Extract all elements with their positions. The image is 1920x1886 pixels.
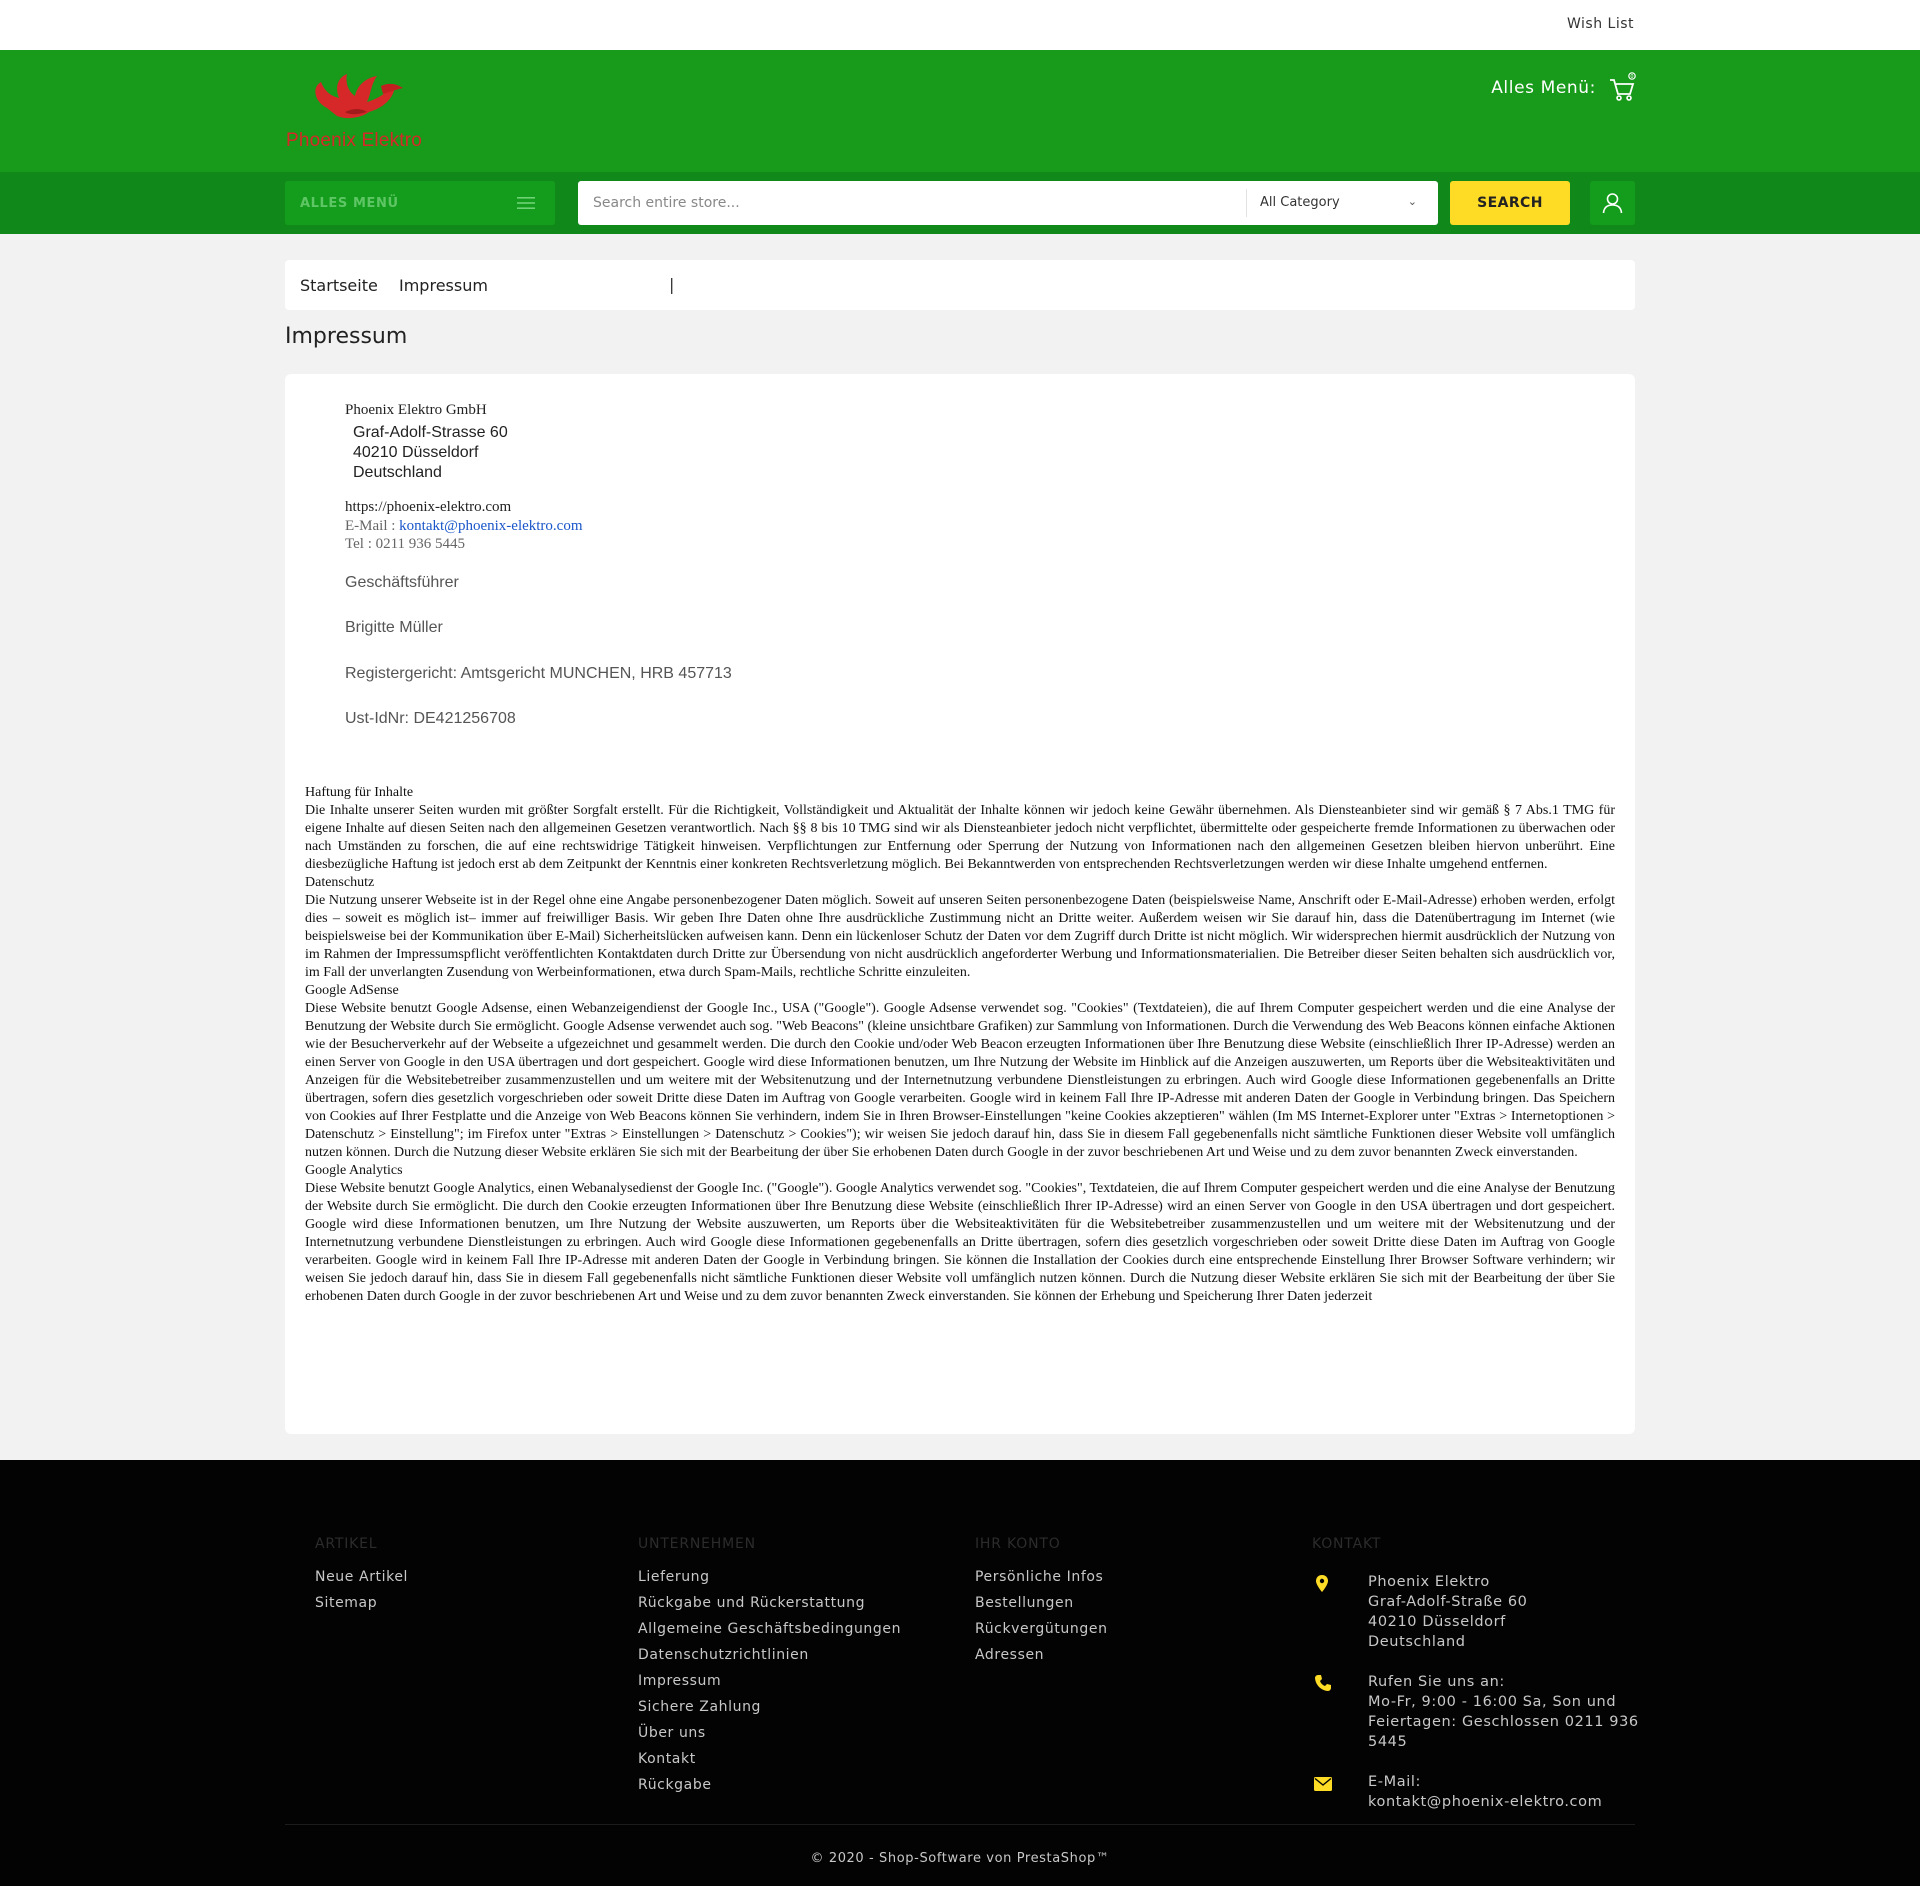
- heading-adsense: Google AdSense: [305, 983, 399, 998]
- footer-col-unternehmen: [638, 1536, 901, 1798]
- footer-phone-line: Mo-Fr, 9:00 - 16:00 Sa, Son und: [1368, 1694, 1617, 1710]
- footer-address: [1368, 1572, 1527, 1652]
- heading-privacy: Datenschutz: [305, 875, 375, 890]
- footer-address-line: Phoenix Elektro: [1368, 1574, 1490, 1590]
- wishlist-link[interactable]: Wish List: [1566, 16, 1634, 32]
- footer-email: [1368, 1772, 1602, 1812]
- manager-name: Brigitte Müller: [345, 619, 443, 636]
- email-row: [345, 518, 583, 535]
- footer-link[interactable]: Sitemap: [315, 1595, 378, 1611]
- footer-title-artikel: ARTIKEL: [315, 1536, 378, 1552]
- footer-phone-line: Feiertagen: Geschlossen 0211 936: [1368, 1714, 1639, 1730]
- chevron-down-icon: ⌄: [1407, 195, 1417, 208]
- logo-text: Phoenix Elektro: [286, 130, 423, 151]
- breadcrumb-home[interactable]: Startseite: [300, 276, 378, 295]
- paragraph-adsense: Diese Website benutzt Google Adsense, einen Webanzeigendienst der Google Inc., USA ("Google"). Google Adsense verwendet sog. "Cookies" (Textdateien), die auf Ihrem Computer gespeichert werden und die eine Analyse der Benutzung der Website durch Sie ermöglicht. Google Adsense verwendet auch sog. "Web Beacons" (kleine unsichtbare Grafiken) zur Sammlung von Informationen. Durch die Verwendung des Web Beacons können einfache Aktionen wie der Besucherverkehr auf der Webseite a ufgezeichnet und gesammelt werden. Die durch den Cookie und/oder Web Beacon erzeugten Informationen über Ihre Benutzung diese Website (einschließlich Ihrer IP-Adresse) werden an einen Server von Google in den USA übertragen und dort gespeichert. Google wird diese Informationen benutzen, um Ihre Nutzung der Website im Hinblick auf die Anzeigen auszuwerten, um Reports über die Websiteaktivitäten und Anzeigen für die Websitebetreiber zusammenzustellen und um weitere mit der Websitenutzung und der Internetnutzung verbundene Dienstleistungen zu erbringen. Auch wird Google diese Informationen gegebenenfalls an Dritte übertragen, sofern dies gesetzlich vorgeschrieben oder soweit Dritte diese Daten im Auftrag von Google verarbeiten. Google wird in keinem Fall Ihre IP-Adresse mit anderen Daten der Google in Verbindung bringen. Das Speichern von Cookies auf Ihrer Festplatte und die Anzeige von Web Beacons können Sie verhindern, indem Sie in Ihren Browser-Einstellungen "keine Cookies akzeptieren" wählen (Im MS Internet-Explorer unter "Extras > Internetoptionen > Datenschutz > Einstellung"; im Firefox unter "Extras > Einstellungen > Datenschutz > Cookies"); wir weisen Sie jedoch darauf hin, dass Sie in diesem Fall gegebenenfalls nicht sämtliche Funktionen dieser Website voll umfänglich nutzen können. Durch die Nutzung dieser Website erklären Sie sich mit der Bearbeitung der über Sie erhobenen Daten durch Google in der zuvor beschriebenen Art und Weise und zu dem zuvor benannten Zweck einverstanden.: [305, 1001, 1615, 1160]
- email-label: E-Mail :: [345, 518, 400, 534]
- location-pin-icon: [1314, 1574, 1330, 1594]
- footer-title-konto: IHR KONTO: [975, 1536, 1061, 1552]
- email-link[interactable]: kontakt@phoenix-elektro.com: [399, 518, 583, 534]
- paragraph-liability: Die Inhalte unserer Seiten wurden mit größter Sorgfalt erstellt. Für die Richtigkeit, Vollständigkeit und Aktualität der Inhalte können wir jedoch keine Gewähr übernehmen. Als Diensteanbieter sind wir gemäß § 7 Abs.1 TMG für eigene Inhalte auf diesen Seiten nach den allgemeinen Gesetzen verantwortlich. Nach §§ 8 bis 10 TMG sind wir als Diensteanbieter jedoch nicht verpflichtet, übermittelte oder gespeicherte fremde Informationen zu überwachen oder nach Umständen zu forschen, die auf eine rechtswidrige Tätigkeit hinweisen. Verpflichtungen zur Entfernung oder Sperrung der Nutzung von Informationen nach den allgemeinen Gesetzen bleiben hiervon unberührt. Eine diesbezügliche Haftung ist jedoch erst ab dem Zeitpunkt der Kenntnis einer konkreten Rechtsverletzung möglich. Bei Bekanntwerden von entsprechenden Rechtsverletzungen werden wir diese Inhalte umgehend entfernen.: [305, 803, 1615, 872]
- footer-link[interactable]: Bestellungen: [975, 1595, 1074, 1611]
- footer-phone-label: Rufen Sie uns an:: [1368, 1674, 1505, 1690]
- footer-col-kontakt: [1312, 1536, 1381, 1564]
- shopping-cart-icon: [1608, 72, 1636, 102]
- footer-link[interactable]: Neue Artikel: [315, 1569, 409, 1585]
- footer-link[interactable]: Kontakt: [638, 1751, 696, 1767]
- footer-link[interactable]: Allgemeine Geschäftsbedingungen: [638, 1621, 902, 1637]
- manager-label: Geschäftsführer: [345, 574, 459, 591]
- heading-analytics: Google Analytics: [305, 1163, 403, 1178]
- search-divider: [1246, 189, 1247, 217]
- company-name: Phoenix Elektro GmbH: [345, 402, 487, 418]
- breadcrumb-current: Impressum: [399, 276, 488, 295]
- address-city: 40210 Düsseldorf: [353, 444, 479, 461]
- footer-phone: [1368, 1672, 1639, 1752]
- register-court: Registergericht: Amtsgericht MUNCHEN, HRB 457713: [345, 665, 732, 682]
- account-button[interactable]: [1590, 181, 1635, 225]
- logo[interactable]: [285, 68, 435, 154]
- footer-link[interactable]: Adressen: [975, 1647, 1045, 1663]
- search-button[interactable]: SEARCH: [1450, 181, 1570, 225]
- top-bar: [0, 0, 1920, 50]
- footer-title-unternehmen: UNTERNEHMEN: [638, 1536, 756, 1552]
- footer-link[interactable]: Rückgabe: [638, 1777, 712, 1793]
- category-selected: All Category: [1260, 195, 1340, 210]
- footer-link[interactable]: Impressum: [638, 1673, 722, 1689]
- hamburger-icon: [517, 196, 535, 210]
- footer-link[interactable]: Datenschutzrichtlinien: [638, 1647, 809, 1663]
- cart-label[interactable]: Alles Menü:: [1491, 78, 1596, 98]
- content-card: [285, 374, 1635, 1434]
- heading-liability: Haftung für Inhalte: [305, 785, 414, 800]
- footer-col-artikel: [315, 1536, 408, 1616]
- footer-title-kontakt: KONTAKT: [1312, 1536, 1382, 1552]
- site-footer: [0, 1460, 1920, 1886]
- address-country: Deutschland: [353, 464, 442, 481]
- envelope-icon: [1314, 1777, 1332, 1791]
- nav-bar: [0, 172, 1920, 234]
- all-menu-label: ALLES MENÜ: [300, 196, 399, 211]
- footer-email-link[interactable]: kontakt@phoenix-elektro.com: [1368, 1794, 1603, 1810]
- footer-phone-line: 5445: [1368, 1734, 1408, 1750]
- user-icon: [1602, 192, 1623, 214]
- breadcrumb-separator: |: [669, 275, 675, 294]
- footer-link[interactable]: Rückgabe und Rückerstattung: [638, 1595, 866, 1611]
- legal-text: [305, 784, 1615, 1306]
- phone-icon: [1314, 1674, 1332, 1692]
- footer-address-line: Graf-Adolf-Straße 60: [1368, 1594, 1528, 1610]
- paragraph-analytics: Diese Website benutzt Google Analytics, einen Webanalysedienst der Google Inc. ("Google"). Google Analytics verwendet sog. "Cookies", Textdateien, die auf Ihrem Computer gespeichert werden und die eine Analyse der Benutzung der Website durch Sie ermöglicht. Die durch den Cookie erzeugten Informationen über Ihre Benutzung diese Website (einschließlich Ihrer IP-Adresse) wird an einen Server von Google in den USA übertragen und dort gespeichert. Google wird diese Informationen benutzen, um Ihre Nutzung der Website auszuwerten, um Reports über die Websiteaktivitäten für die Websitebetreiber zusammenzustellen und um weitere mit der Websitenutzung und der Internetnutzung verbundene Dienstleistungen zu erbringen. Auch wird Google diese Informationen gegebenenfalls an Dritte übertragen, sofern dies gesetzlich vorgeschrieben oder soweit Dritte diese Daten im Auftrag von Google verarbeiten. Google wird in keinem Fall Ihre IP-Adresse mit anderen Daten der Google in Verbindung bringen. Sie können die Installation der Cookies durch eine entsprechende Einstellung Ihrer Browser Software verhindern; wir weisen Sie jedoch darauf hin, dass Sie in diesem Fall gegebenenfalls nicht sämtliche Funktionen dieser Website voll umfänglich nutzen können. Durch die Nutzung dieser Website erklären Sie sich mit der Bearbeitung der über Sie erhobenen Daten durch Google in der zuvor beschriebenen Art und Weise und zu dem zuvor benannten Zweck einverstanden. Sie können der Erhebung und Speicherung Ihrer Daten jederzeit: [305, 1181, 1615, 1304]
- website-text: https://phoenix-elektro.com: [345, 499, 512, 515]
- footer-link[interactable]: Rückvergütungen: [975, 1621, 1108, 1637]
- phone-text: Tel : 0211 936 5445: [345, 536, 466, 552]
- phoenix-logo-icon: [285, 68, 435, 130]
- footer-link[interactable]: Über uns: [638, 1725, 706, 1741]
- search-bar: [578, 181, 1438, 225]
- all-menu-button[interactable]: [285, 181, 555, 225]
- page-title: Impressum: [285, 324, 408, 349]
- footer-col-konto: [975, 1536, 1108, 1668]
- breadcrumb: [285, 260, 1635, 310]
- site-header: [0, 50, 1920, 172]
- search-input[interactable]: [578, 181, 1246, 225]
- footer-email-label: E-Mail:: [1368, 1774, 1421, 1790]
- footer-address-line: 40210 Düsseldorf: [1368, 1614, 1506, 1630]
- copyright-text: © 2020 - Shop-Software von PrestaShop™: [810, 1851, 1110, 1866]
- cart-count: 0: [1630, 74, 1634, 80]
- footer-link[interactable]: Lieferung: [638, 1569, 710, 1585]
- cart-icon[interactable]: [1608, 72, 1636, 102]
- footer-link[interactable]: Persönliche Infos: [975, 1569, 1104, 1585]
- footer-link[interactable]: Sichere Zahlung: [638, 1699, 762, 1715]
- category-select[interactable]: [1260, 195, 1425, 213]
- vat-id: Ust-IdNr: DE421256708: [345, 710, 516, 727]
- footer-address-line: Deutschland: [1368, 1634, 1466, 1650]
- paragraph-privacy: Die Nutzung unserer Webseite ist in der Regel ohne eine Angabe personenbezogener Daten möglich. Soweit auf unseren Seiten personenbezogene Daten (beispielsweise Name, Anschrift oder E-Mail-Adresse) erhoben werden, erfolgt dies – soweit es möglich ist– immer auf freiwilliger Basis. Wir geben Ihre Daten ohne Ihre ausdrückliche Zustimmung nicht an Dritte weiter. Außerdem weisen wir Sie darauf hin, dass die Datenübertragung im Internet (wie beispielsweise bei der Kommunikation über E-Mail) Sicherheitslücken aufweisen kann. Denn ein lückenloser Schutz der Daten vor dem Zugriff durch Dritte ist nicht möglich. Wir widersprechen hiermit ausdrücklich der Nutzung von im Rahmen der Impressumspflicht veröffentlichten Kontaktdaten durch Dritte zur Übersendung von nicht ausdrücklich angeforderter Werbung und Informationsmaterialien. Die Betreiber dieser Seiten behalten sich ausdrücklich vor, im Fall der unverlangten Zusendung von Werbeinformationen, etwa durch Spam-Mails, rechtliche Schritte einzuleiten.: [305, 893, 1615, 980]
- footer-divider: [285, 1824, 1635, 1825]
- address-street: Graf-Adolf-Strasse 60: [353, 424, 508, 441]
